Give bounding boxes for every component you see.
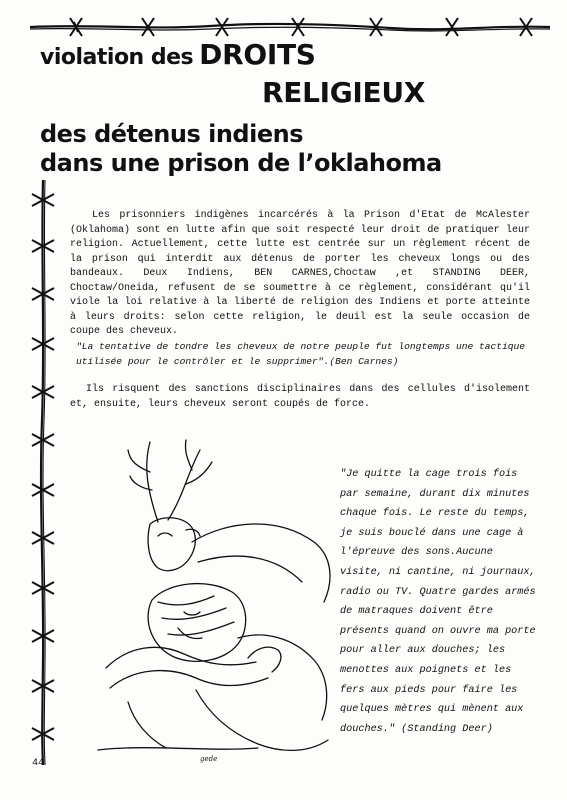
standing-deer-quote: "Je quitte la cage trois fois par semaine, durant dix minutes chaque fois. Le reste du temps, je suis bouclé dans une cage à l'épreuve des sons.Aucune visite, ni cantine, ni journaux, radio ou TV. Quatre gardes armés de matraques doivent être présents quand on ouvre ma porte pour aller aux douches; les menottes aux poignets et les fers aux pieds pour faire les quelques mètres qui mènent aux douches." (Standing Deer) [340, 469, 536, 735]
artist-signature: gede [200, 755, 218, 763]
barbed-wire-left-decoration [28, 180, 58, 765]
barbed-wire-top-decoration [30, 14, 550, 40]
title-word-religieux: RELIGIEUX [262, 76, 426, 109]
title-prefix: violation des [40, 45, 194, 70]
intro-paragraph: Les prisonniers indigènes incarcérés à la Prison d'Etat de McAlester (Oklahoma) sont en lutte afin que soit respecté leur droit de pratiquer leur religion. Actuellement, cette lutte est centrée sur un règlement récent de la prison qui interdit aux détenus de porter les cheveux longs ou des bandeaux. Deux Indiens, BEN CARNES,Choctaw ,et STANDING DEER, Choctaw/Oneida, refusent de se soumettre à ce règlement, considérant qu'il viole la loi relative à la liberté de religion des Indiens et porte atteinte à leurs droits: selon cette religion, le deuil est la seule occasion de coupe des cheveux. [70, 210, 530, 337]
subtitle-line-1: des détenus indiens [40, 120, 303, 148]
deer-and-prisoner-illustration [88, 432, 338, 762]
page-number: 44 [32, 758, 45, 769]
sanctions-paragraph: Ils risquent des sanctions disciplinaires dans des cellules d'isolement et, ensuite, leurs cheveux seront coupés de force. [70, 384, 530, 410]
ben-carnes-quote: "La tentative de tondre les cheveux de notre peuple fut longtemps une tactique utilisée pour le contrôler et le supprimer".(Ben Carnes) [76, 341, 526, 367]
subtitle [40, 120, 442, 178]
title-line-1 [40, 38, 316, 71]
subtitle-line-2: dans une prison de l’oklahoma [40, 149, 442, 177]
title-word-droits: DROITS [199, 38, 316, 71]
